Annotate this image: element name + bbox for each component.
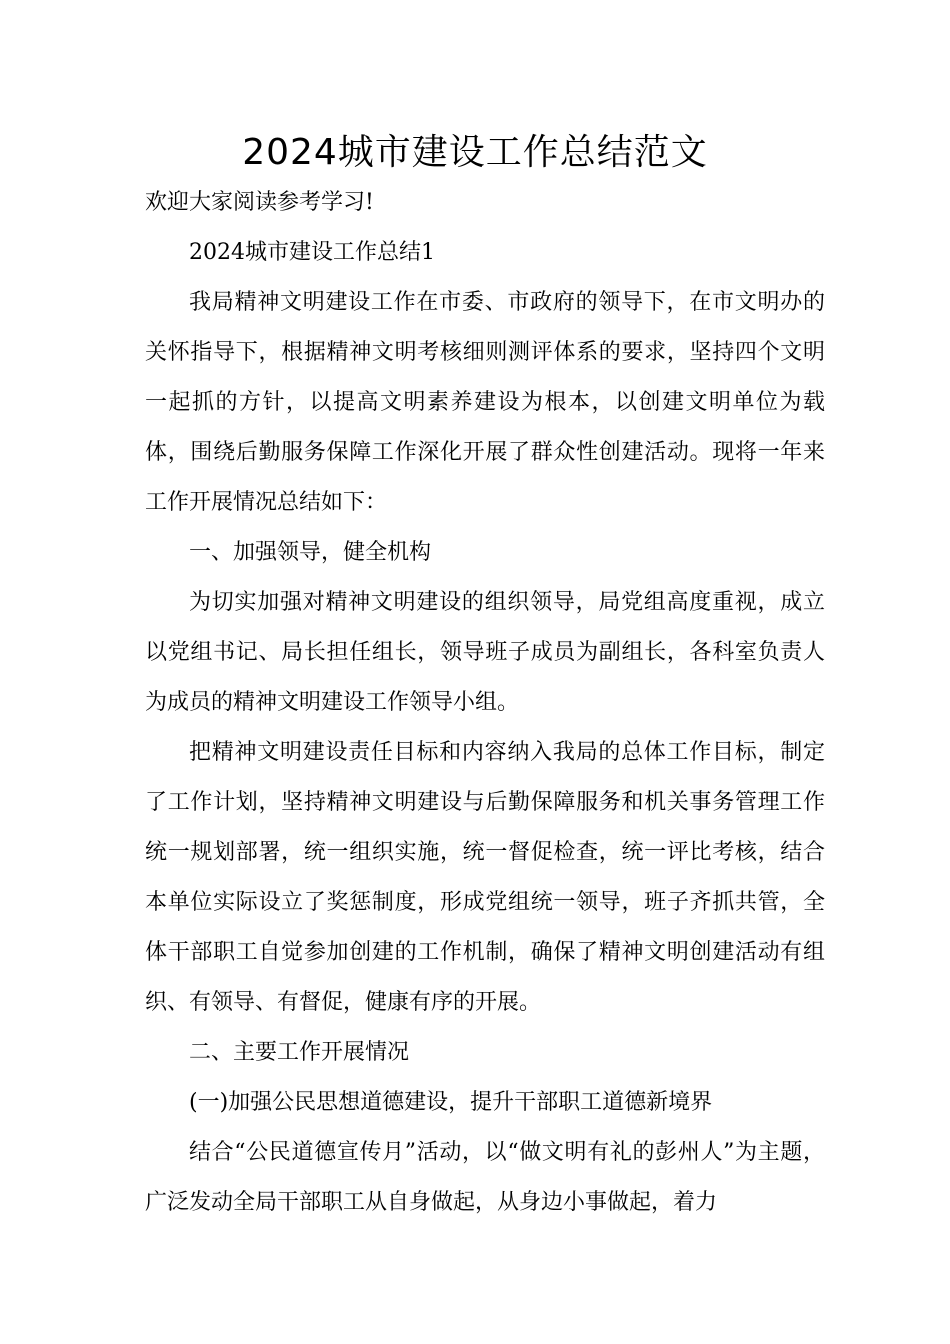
- body-paragraph: 为切实加强对精神文明建设的组织领导，局党组高度重视，成立以党组书记、局长担任组长，领导班子成员为副组长，各科室负责人为成员的精神文明建设工作领导小组。: [145, 590, 825, 715]
- subsection-heading-moral-construction: (一)加强公民思想道德建设，提升干部职工道德新境界: [189, 1090, 713, 1115]
- document-body: [145, 178, 825, 1228]
- section-heading-leadership: 一、加强领导，健全机构: [189, 540, 432, 565]
- body-paragraph: 结合“公民道德宣传月”活动，以“做文明有礼的彭州人”为主题，广泛发动全局干部职工从自身做起，从身边小事做起，着力: [145, 1140, 825, 1215]
- section-heading-summary-1: 2024城市建设工作总结1: [189, 240, 435, 265]
- body-paragraph: 我局精神文明建设工作在市委、市政府的领导下，在市文明办的关怀指导下，根据精神文明考核细则测评体系的要求，坚持四个文明一起抓的方针，以提高文明素养建设为根本，以创建文明单位为载体，围绕后勤服务保障工作深化开展了群众性创建活动。现将一年来工作开展情况总结如下：: [145, 290, 825, 515]
- document-title: 2024城市建设工作总结范文: [242, 132, 708, 173]
- body-paragraph: 把精神文明建设责任目标和内容纳入我局的总体工作目标，制定了工作计划，坚持精神文明建设与后勤保障服务和机关事务管理工作统一规划部署，统一组织实施，统一督促检查，统一评比考核，结合本单位实际设立了奖惩制度，形成党组统一领导，班子齐抓共管，全体干部职工自觉参加创建的工作机制，确保了精神文明创建活动有组织、有领导、有督促，健康有序的开展。: [145, 740, 825, 1015]
- section-heading-main-work: 二、主要工作开展情况: [189, 1040, 410, 1065]
- intro-line: 欢迎大家阅读参考学习!: [145, 190, 374, 215]
